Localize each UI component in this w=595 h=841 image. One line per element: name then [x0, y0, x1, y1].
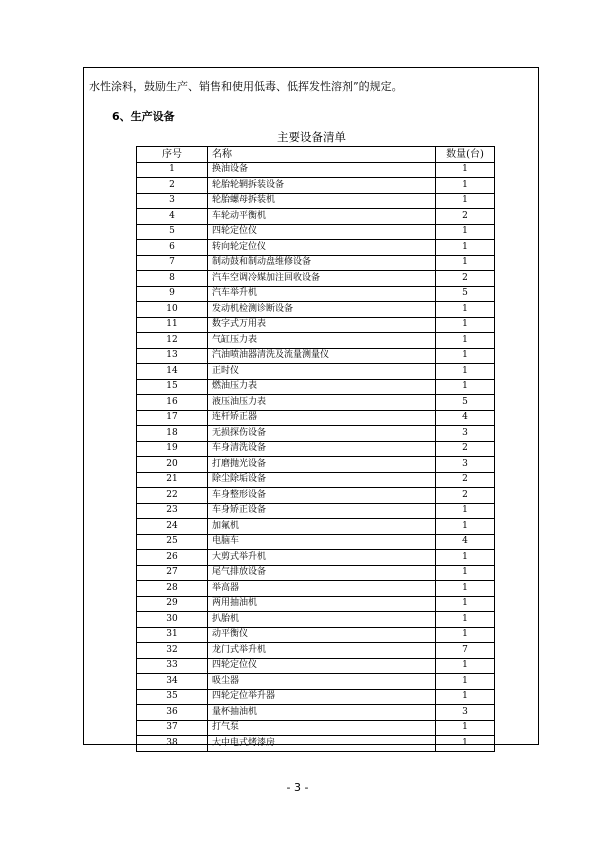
row-name: 四轮定位举升器	[208, 689, 436, 705]
row-quantity: 1	[436, 255, 495, 271]
row-quantity: 1	[436, 565, 495, 581]
table-row	[137, 178, 495, 194]
row-serial-number: 13	[137, 348, 208, 364]
row-serial-number: 25	[137, 534, 208, 550]
row-name: 四轮定位仪	[208, 224, 436, 240]
table-row	[137, 193, 495, 209]
row-quantity: 1	[436, 581, 495, 597]
row-name: 龙门式举升机	[208, 643, 436, 659]
table-row	[137, 348, 495, 364]
table-row	[137, 488, 495, 504]
row-name: 无损探伤设备	[208, 426, 436, 442]
row-name: 轮胎轮辋拆装设备	[208, 178, 436, 194]
row-quantity: 1	[436, 612, 495, 628]
table-row	[137, 255, 495, 271]
row-name: 正时仪	[208, 364, 436, 380]
row-quantity: 1	[436, 658, 495, 674]
table-row	[137, 302, 495, 318]
row-serial-number: 7	[137, 255, 208, 271]
table-row	[137, 364, 495, 380]
row-quantity: 1	[436, 348, 495, 364]
section-heading: 6、生产设备	[112, 110, 175, 123]
table-row	[137, 674, 495, 690]
table-row	[137, 426, 495, 442]
row-quantity: 1	[436, 224, 495, 240]
row-serial-number: 30	[137, 612, 208, 628]
row-quantity: 1	[436, 317, 495, 333]
table-row	[137, 658, 495, 674]
row-serial-number: 31	[137, 627, 208, 643]
row-name: 举高器	[208, 581, 436, 597]
row-serial-number: 24	[137, 519, 208, 535]
row-serial-number: 33	[137, 658, 208, 674]
row-quantity: 1	[436, 364, 495, 380]
table-row	[137, 271, 495, 287]
row-serial-number: 2	[137, 178, 208, 194]
row-serial-number: 8	[137, 271, 208, 287]
row-quantity: 1	[436, 178, 495, 194]
row-name: 数字式万用表	[208, 317, 436, 333]
table-row	[137, 410, 495, 426]
row-quantity: 1	[436, 596, 495, 612]
table-row	[137, 457, 495, 473]
row-quantity: 1	[436, 302, 495, 318]
row-quantity: 1	[436, 240, 495, 256]
row-quantity: 2	[436, 472, 495, 488]
row-serial-number: 28	[137, 581, 208, 597]
row-serial-number: 21	[137, 472, 208, 488]
row-serial-number: 20	[137, 457, 208, 473]
row-quantity: 3	[436, 457, 495, 473]
table-row	[137, 441, 495, 457]
row-quantity: 1	[436, 689, 495, 705]
row-quantity: 1	[436, 550, 495, 566]
row-quantity: 3	[436, 705, 495, 721]
row-quantity: 1	[436, 503, 495, 519]
row-serial-number: 22	[137, 488, 208, 504]
row-quantity: 1	[436, 736, 495, 752]
table-row	[137, 627, 495, 643]
row-quantity: 2	[436, 488, 495, 504]
row-quantity: 4	[436, 410, 495, 426]
row-name: 加氟机	[208, 519, 436, 535]
row-name: 打磨抛光设备	[208, 457, 436, 473]
table-row	[137, 472, 495, 488]
row-name: 转向轮定位仪	[208, 240, 436, 256]
equipment-table-body	[137, 162, 495, 751]
table-row	[137, 705, 495, 721]
row-name: 换油设备	[208, 162, 436, 178]
row-quantity: 1	[436, 162, 495, 178]
row-name: 车身矫正设备	[208, 503, 436, 519]
table-row	[137, 379, 495, 395]
equipment-table	[136, 146, 495, 752]
row-name: 扒胎机	[208, 612, 436, 628]
row-name: 燃油压力表	[208, 379, 436, 395]
row-name: 发动机检测诊断设备	[208, 302, 436, 318]
table-caption: 主要设备清单	[277, 130, 346, 144]
row-quantity: 4	[436, 534, 495, 550]
table-row	[137, 581, 495, 597]
row-quantity: 1	[436, 627, 495, 643]
table-row	[137, 689, 495, 705]
row-quantity: 1	[436, 519, 495, 535]
row-serial-number: 3	[137, 193, 208, 209]
row-serial-number: 4	[137, 209, 208, 225]
table-row	[137, 720, 495, 736]
row-name: 车身整形设备	[208, 488, 436, 504]
row-name: 两用抽油机	[208, 596, 436, 612]
table-row	[137, 317, 495, 333]
row-name: 汽油喷油器清洗及流量测量仪	[208, 348, 436, 364]
row-name: 四轮定位仪	[208, 658, 436, 674]
row-quantity: 1	[436, 379, 495, 395]
row-name: 动平衡仪	[208, 627, 436, 643]
row-quantity: 1	[436, 720, 495, 736]
row-serial-number: 5	[137, 224, 208, 240]
row-quantity: 1	[436, 333, 495, 349]
table-row	[137, 612, 495, 628]
table-row	[137, 596, 495, 612]
table-row	[137, 286, 495, 302]
row-name: 大剪式举升机	[208, 550, 436, 566]
table-row	[137, 162, 495, 178]
row-serial-number: 38	[137, 736, 208, 752]
row-quantity: 7	[436, 643, 495, 659]
row-serial-number: 18	[137, 426, 208, 442]
row-name: 车轮动平衡机	[208, 209, 436, 225]
header-quantity: 数量(台)	[436, 147, 495, 163]
intro-paragraph: 水性涂料，鼓励生产、销售和使用低毒、低挥发性溶剂”的规定。	[89, 80, 403, 93]
header-name: 名称	[208, 147, 436, 163]
table-row	[137, 519, 495, 535]
page-number: - 3 -	[286, 781, 309, 794]
row-serial-number: 32	[137, 643, 208, 659]
row-serial-number: 23	[137, 503, 208, 519]
row-name: 尾气排放设备	[208, 565, 436, 581]
row-serial-number: 36	[137, 705, 208, 721]
row-name: 打气泵	[208, 720, 436, 736]
table-row	[137, 565, 495, 581]
row-serial-number: 17	[137, 410, 208, 426]
row-name: 吸尘器	[208, 674, 436, 690]
row-quantity: 1	[436, 674, 495, 690]
table-row	[137, 736, 495, 752]
header-serial-number: 序号	[137, 147, 208, 163]
row-serial-number: 34	[137, 674, 208, 690]
table-row	[137, 534, 495, 550]
table-row	[137, 240, 495, 256]
row-serial-number: 26	[137, 550, 208, 566]
row-quantity: 1	[436, 193, 495, 209]
row-serial-number: 9	[137, 286, 208, 302]
row-serial-number: 10	[137, 302, 208, 318]
row-name: 除尘除垢设备	[208, 472, 436, 488]
row-name: 液压油压力表	[208, 395, 436, 411]
row-quantity: 2	[436, 441, 495, 457]
row-serial-number: 37	[137, 720, 208, 736]
row-serial-number: 1	[137, 162, 208, 178]
row-name: 量杯抽油机	[208, 705, 436, 721]
table-row	[137, 550, 495, 566]
table-row	[137, 503, 495, 519]
row-quantity: 5	[436, 286, 495, 302]
table-row	[137, 395, 495, 411]
row-name: 制动鼓和制动盘维修设备	[208, 255, 436, 271]
row-serial-number: 35	[137, 689, 208, 705]
row-serial-number: 14	[137, 364, 208, 380]
row-serial-number: 6	[137, 240, 208, 256]
row-serial-number: 12	[137, 333, 208, 349]
row-name: 轮胎螺母拆装机	[208, 193, 436, 209]
table-row	[137, 224, 495, 240]
table-row	[137, 643, 495, 659]
row-quantity: 2	[436, 209, 495, 225]
row-serial-number: 15	[137, 379, 208, 395]
row-name: 电脑车	[208, 534, 436, 550]
row-name: 大中电式烤漆房	[208, 736, 436, 752]
row-name: 连杆矫正器	[208, 410, 436, 426]
row-name: 汽车举升机	[208, 286, 436, 302]
row-serial-number: 16	[137, 395, 208, 411]
table-row	[137, 333, 495, 349]
table-row	[137, 209, 495, 225]
row-name: 气缸压力表	[208, 333, 436, 349]
row-name: 车身清洗设备	[208, 441, 436, 457]
table-header-row	[137, 147, 495, 163]
row-serial-number: 11	[137, 317, 208, 333]
row-quantity: 5	[436, 395, 495, 411]
row-serial-number: 29	[137, 596, 208, 612]
row-quantity: 2	[436, 271, 495, 287]
row-name: 汽车空调冷媒加注回收设备	[208, 271, 436, 287]
row-serial-number: 19	[137, 441, 208, 457]
row-quantity: 3	[436, 426, 495, 442]
row-serial-number: 27	[137, 565, 208, 581]
